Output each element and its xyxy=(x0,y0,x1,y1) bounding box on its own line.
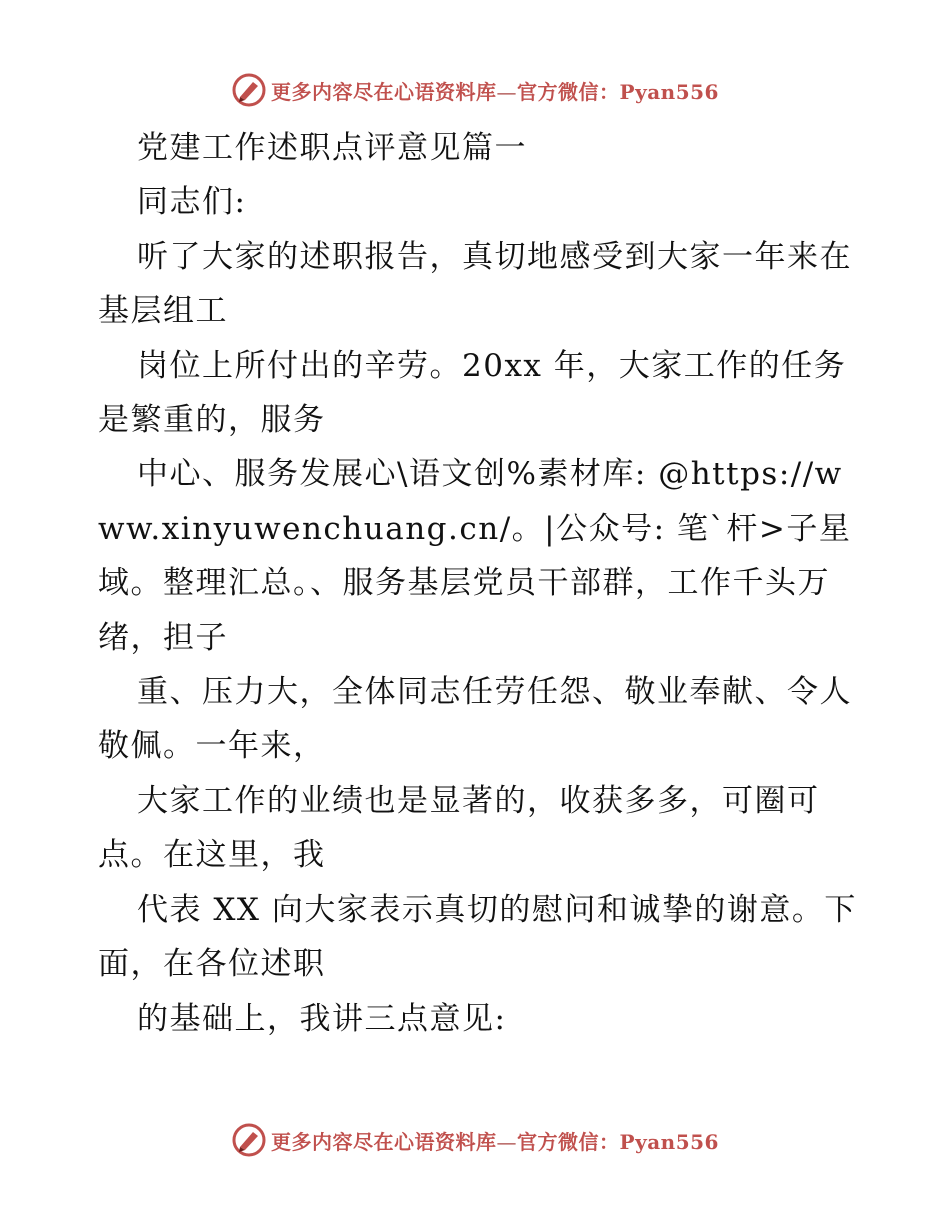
header-banner xyxy=(0,70,950,110)
paragraph-5: 大家工作的业绩也是显著的，收获多多，可圈可点。在这里，我 xyxy=(98,782,820,874)
paragraph-7: 的基础上，我讲三点意见: xyxy=(137,1000,507,1037)
paragraph-1: 听了大家的述职报告，真切地感受到大家一年来在基层组工 xyxy=(98,238,852,330)
red-pen-logo-icon xyxy=(231,1122,267,1158)
footer-banner xyxy=(0,1120,950,1160)
paragraph-2: 岗位上所付出的辛劳。20xx 年，大家工作的任务是繁重的，服务 xyxy=(98,347,847,439)
paragraph-4: 重、压力大，全体同志任劳任怨、敬业奉献、令人敬佩。一年来， xyxy=(98,674,852,765)
paragraph-6: 代表 XX 向大家表示真切的慰问和诚挚的谢意。下面，在各位述职 xyxy=(98,891,857,983)
red-pen-logo-icon xyxy=(231,72,267,108)
footer-banner-text: 更多内容尽在心语资料库—官方微信：Pyan556 xyxy=(271,1129,719,1154)
document-body xyxy=(98,121,858,1046)
greeting: 同志们: xyxy=(137,184,247,221)
paragraph-3: 中心、服务发展心\语文创%素材库: @https://www.xinyuwenchuang.cn/。|公众号: 笔`杆>子星域。整理汇总。、服务基层党员干部群，工作千头万绪，担子 xyxy=(98,456,852,656)
document-title: 党建工作述职点评意见篇一 xyxy=(137,130,527,166)
header-banner-text: 更多内容尽在心语资料库—官方微信：Pyan556 xyxy=(271,79,719,104)
